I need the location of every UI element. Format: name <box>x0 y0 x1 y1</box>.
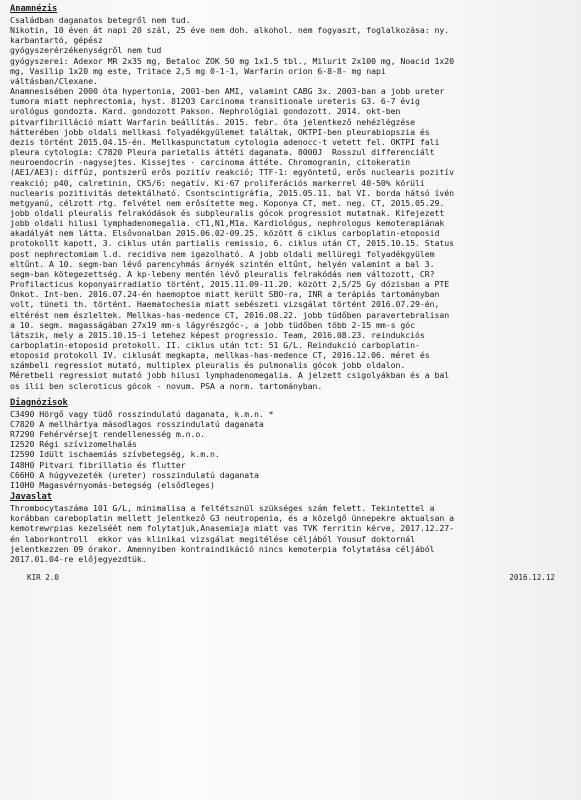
anamnezis-line: tumora miatt nephrectomia, hyst. 81203 Carcinoma transitionale ureteris G3. 6-7 évig <box>10 96 420 107</box>
anamnezis-line: a 10. segm. magasságában 27x19 mm-s lágyrészgóc-, a jobb tüdőben több 2-15 mm-s góc <box>10 319 415 330</box>
anamnezis-line: gyógyszerei: Adexor MR 2x35 mg, Betaloc ZOK 50 mg 1x1.5 tbl., Milurit 2x100 mg, Noacid 1x20 <box>10 55 455 66</box>
footer-date: 2016.12.12 <box>509 573 555 582</box>
diagnosis-item: I2590 Idült ischaemiás szívbetegség, k.m.n. <box>10 449 220 460</box>
diagnosis-item: I48H0 Pitvari fibrillatio és flutter <box>10 459 186 470</box>
anamnezis-line: eltérést nem észleltek. Mellkas-has-medence CT, 2016.08.22. jobb tüdőben paravertebralisan <box>10 309 450 320</box>
javaslat-line: kemotrewrpias kezelséét nem folytatjuk,Anasemiaja miatt vas TVK ferritin kérve, 2017.12.27- <box>10 523 455 534</box>
anamnezis-line: reakció; p40, calretinin, CK5/6: negatív. Ki-67 proliferációs markerrel 40-50% körüli <box>10 177 425 188</box>
anamnezis-line: os ilii ben scleroticus gócok - novum. PSA a norm. tartományban. <box>10 380 323 391</box>
anamnezis-line: Onkot. Int-ben. 2016.07.24-én haemoptoe miatt került SBO-ra, INR a terápiás tartományban <box>10 289 440 300</box>
diagnosis-item: C7820 A mellhártya másodlagos rosszindulatú daganata <box>10 418 264 429</box>
anamnezis-line: post nephrectomiam l.d. recidiva nem igazolható. A jobb oldali mellüregi folyadékgyülem <box>10 248 435 259</box>
anamnezis-line: pleura cytologia: C7820 Pleura parietalis áttéti daganata. 8000J Rosszul differenciált <box>10 147 435 158</box>
javaslat-text <box>10 503 576 564</box>
anamnezis-line: carboplatin-etoposid protokoll. II. ciklus után tct: 51 G/L. Reindukció carboplatin- <box>10 340 420 350</box>
anamnezis-line: (AE1/AE3): diffúz, pontszerű erős pozitív reakció; TTF-1: egyöntetű, erős nuclearis pozitív <box>10 167 455 178</box>
anamnezis-line: protokollt kapott, 3. ciklus után partialis remissio, 6. ciklus után CT, 2015.10.15. Status <box>10 238 455 249</box>
anamnezis-line: metgyanú, célzott rtg. felvétel nem erősítette meg. Koponya CT, met. neg. CT, 2015.05.29. <box>10 197 445 208</box>
diagnosis-item: C66H0 A húgyvezeték (ureter) rosszindulatú daganata <box>10 469 259 480</box>
footer-system-label: KIR 2.0 <box>27 573 60 582</box>
diagnosis-item: C3490 Hörgő vagy tüdő rosszindulatú daganata, k.m.n. * <box>10 408 274 419</box>
javaslat-line: 2017.01.04-re előjegyezdtük. <box>10 553 147 564</box>
anamnezis-line: Anamnesisében 2000 óta hypertonia, 2001-ben AMI, valamint CABG 3x. 2003-ban a jobb ureter <box>10 86 445 97</box>
anamnezis-line: volt, tüneti th. történt. Haematochesia miatt sebészeti vizsgálat történt 2016.07.29-én, <box>10 299 440 310</box>
anamnezis-line: urológus gondozta. Kard. gondozott Pakson. Nephrológiai gondozott. 2014. okt-ben <box>10 106 401 117</box>
anamnezis-line: váltásban/Clexane. <box>10 75 98 86</box>
anamnezis-line: Profilacticus koponyairradiatio történt, 2015.11.09-11.20. között 2,5/25 Gy dózisban a PTE <box>10 279 450 290</box>
document-body <box>10 4 576 564</box>
diagnosis-item: I2520 Régi szívizomelhalás <box>10 439 137 450</box>
anamnezis-line: segm-ban kötegezettség. A kp-lebeny mentén lévő pleuralis felrakódás nem változott, CR? <box>10 268 435 279</box>
anamnezis-line: eltűnt. A 10. segm-ban lévő parencyhmás árnyék szintén eltűnt, helyén valamint a bal 3. <box>10 258 435 269</box>
anamnezis-line: mg, Vasilip 1x20 mg este, Tritace 2,5 mg 0-1-1, Warfarin orion 6-8-8- mg napi <box>10 65 386 76</box>
javaslat-line: én laborkontroll ekkor vas klinikai vizsgálat megitélése céljából Yousuf doktornál <box>10 533 415 544</box>
anamnezis-line: Családban daganatos betegről nem tud. <box>10 15 191 25</box>
anamnezis-line: karbantartó, gépész <box>10 35 103 46</box>
anamnezis-line: nuclearis pozitivitás detektálható. Csontscintigráfia, 2015.05.11. bal VI. borda hátsó ívén <box>10 187 455 198</box>
anamnezis-line: Nikotin, 10 éven át napi 20 szál, 25 éve nem doh. alkohol. nem fogyaszt, foglalkozása: ny. <box>10 25 450 36</box>
diagnosis-item: I10H0 Magasvérnyomás-betegség (elsődleges) <box>10 479 215 490</box>
javaslat-line: korábban careboplatin mellett jelentkező G3 neutropenia, és a közelgő ünnepekre aktualsan a <box>10 513 455 524</box>
diagnozisok-heading: Diagnózisok <box>10 397 68 408</box>
javaslat-heading: Javaslat <box>10 492 52 503</box>
anamnezis-text <box>10 15 576 391</box>
anamnezis-line: neuroendocrin -nagysejtes. Kissejtes - carcinoma áttéte. Chromogranin, citokeratin <box>10 157 411 168</box>
anamnezis-line: etoposid protokoll IV. ciklusát megkapta, mellkas-has-medence CT, 2016.12.06. méret és <box>10 350 430 361</box>
anamnezis-line: jobb oldali hilusi lymphadenomegalia. cT1,N1,M1a. Kardiológus, nephrologus kemoterapiának <box>10 218 445 229</box>
anamnezis-line: akadályát nem látta. Elsővonalban 2015.06.02-09.25. között 6 ciklus carboplatin-etoposid <box>10 228 440 239</box>
diagnosis-item: R7290 Fehérvérsejt rendellenesség m.n.o. <box>10 429 206 440</box>
javaslat-line: Thrombocytaszáma 101 G/L, minimalisa a feltétsznül szükséges szám felett. Tekintettel a <box>10 503 435 514</box>
anamnezis-line: jobb oldali pleuralis felrakódások és subpleuralis gócok progressiot mutatnak. Kifejezett <box>10 207 445 218</box>
diagnosis-list <box>10 409 576 490</box>
anamnezis-line: pitvarfibrilláció miatt Warfarin beállítás. 2015. febr. óta jelentkező nehézlégzése <box>10 116 415 127</box>
page-footer <box>10 573 555 582</box>
anamnezis-line: dezis történt 2015.04.15-én. Mellkaspunctatum cytologia adenocc-t vetett fel. OKTPI fali <box>10 136 440 147</box>
javaslat-line: jelentkezzen 09 órakor. Amennyiben kontraindikáció nincs kemoterpia folytatása céljából <box>10 543 435 554</box>
anamnezis-line: látszik, mely a 2015.10.15-i letehez képest progressio. Team, 2016.08.23. reindukciós <box>10 329 425 340</box>
anamnezis-line: Méretbeli regressiot mutató jobb hilusi lymphadenomegalia. A jelzett csigolyákban és a bal <box>10 370 450 381</box>
anamnezis-line: gyógyszerérzékenységről nem tud <box>10 45 162 56</box>
anamnezis-heading: Anamnézis <box>10 4 58 14</box>
anamnezis-line: számbeli regressiot mutató, multiplex pleuralis és pulmonalis gócok jobb oldalon. <box>10 360 406 371</box>
anamnezis-line: hátterében jobb oldali mellkasi folyadékgyülemet találtak, OKTPI-ben pleurabiopszia és <box>10 126 430 137</box>
